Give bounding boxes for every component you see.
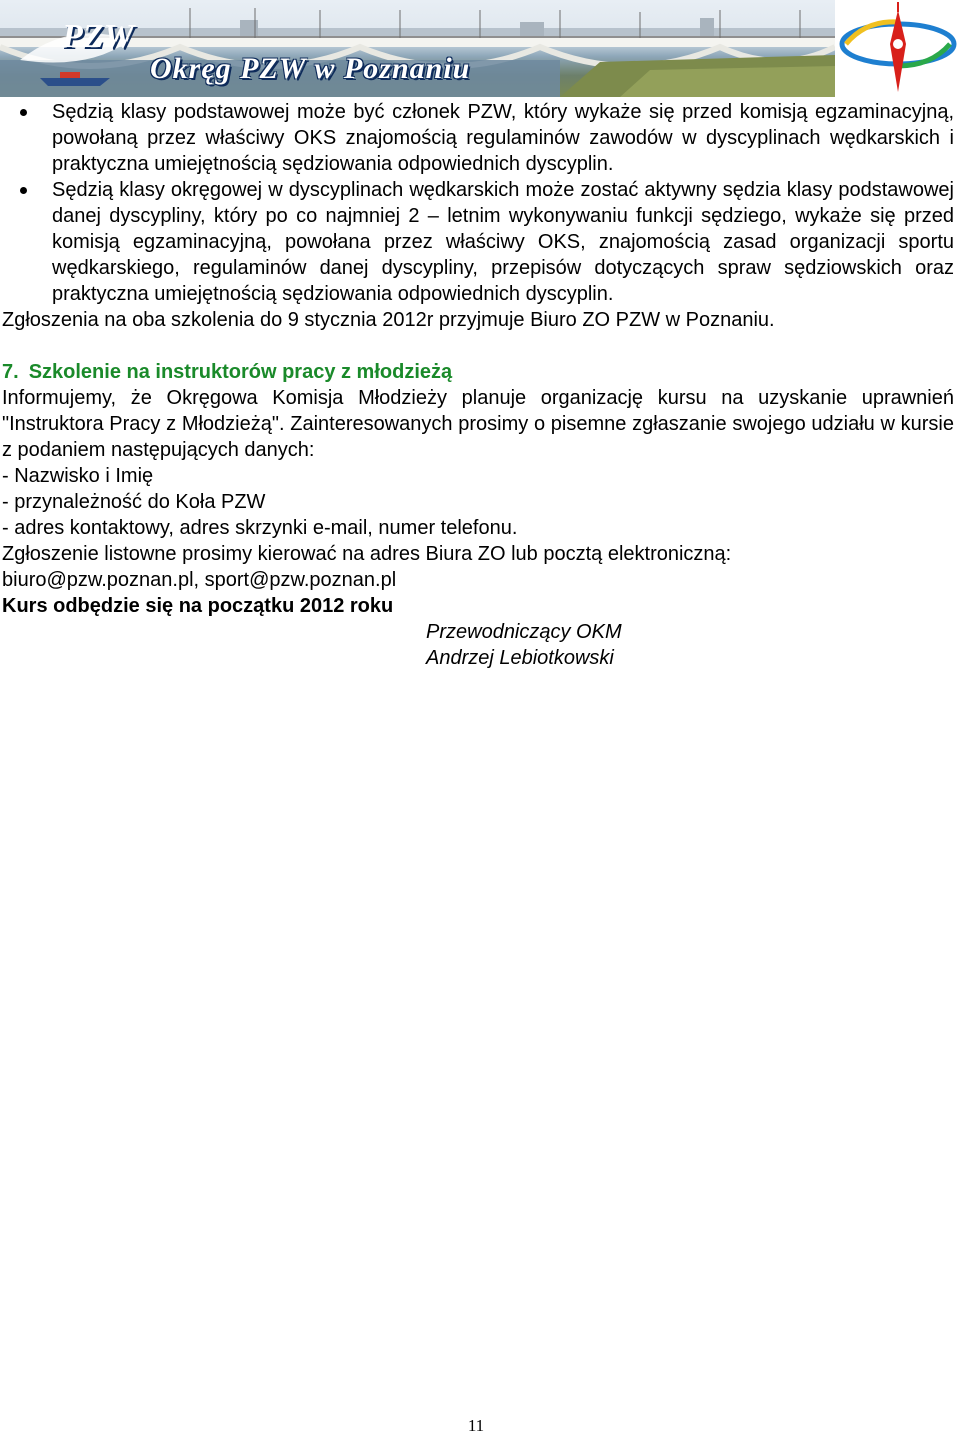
page-number: 11 — [467, 1416, 485, 1435]
section-intro: Informujemy, że Okręgowa Komisja Młodzieży planuje organizację kursu na uzyskanie uprawnień "Instruktora Pracy z Młodzieżą". Zainteresowanych prosimy o pisemne zgłaszanie swojego udziału w kursie z podaniem następujących danych: — [2, 387, 954, 461]
bullet-icon — [20, 109, 27, 116]
section-heading — [2, 359, 954, 385]
signature-role: Przewodniczący OKM — [426, 621, 622, 643]
bullet-text-district-judge: Sędzią klasy okręgowej w dyscyplinach wędkarskich może zostać aktywny sędzia klasy podstawowej danej dyscypliny, który po co najmniej 2 – letnim wykonywaniu funkcji sędziego, wykaże się przed komisją egzaminacyjną, powołana przez właściwy OKS, znajomością zasad organizacji sportu wędkarskiego, regulaminów danej dyscypliny, przepisów dotyczących spraw sędziowskich oraz praktyczna umiejętnością sędziowania odpowiednich dyscyplin. — [52, 179, 954, 305]
submit-instructions: Zgłoszenie listowne prosimy kierować na adres Biura ZO lub pocztą elektroniczną: — [2, 543, 732, 565]
bullet-icon — [20, 187, 27, 194]
document-body — [2, 99, 954, 671]
deadline-text: Zgłoszenia na oba szkolenia do 9 stycznia 2012r przyjmuje Biuro ZO PZW w Poznaniu. — [2, 309, 775, 331]
judge-class-list — [2, 99, 954, 307]
list-item — [2, 99, 954, 177]
bullet-text-basic-judge: Sędzią klasy podstawowej może być członek PZW, który wykaże się przed komisją egzaminacyjną, powołaną przez właściwy OKS znajomością regulaminów zawodów w dyscyplinach wędkarskich i praktyczna umiejętnością sędziowania odpowiednich dyscyplin. — [52, 101, 954, 175]
signature-name: Andrzej Lebiotkowski — [426, 647, 614, 669]
list-item: - przynależność do Koła PZW — [2, 491, 266, 513]
list-item: - adres kontaktowy, adres skrzynki e-mail, numer telefonu. — [2, 517, 518, 539]
okm-emblem-icon — [836, 0, 960, 97]
list-item: - Nazwisko i Imię — [2, 465, 154, 487]
section-title: Szkolenie na instruktorów pracy z młodzieżą — [28, 361, 453, 383]
list-item — [2, 177, 954, 307]
pzw-logo: PZW — [62, 18, 134, 55]
banner-title: Okręg PZW w Poznaniu — [150, 52, 471, 85]
email-addresses[interactable]: biuro@pzw.poznan.pl, sport@pzw.poznan.pl — [2, 569, 397, 591]
course-note: Kurs odbędzie się na początku 2012 roku — [2, 595, 394, 617]
section-number: 7. — [2, 361, 19, 383]
header-banner — [0, 0, 835, 97]
